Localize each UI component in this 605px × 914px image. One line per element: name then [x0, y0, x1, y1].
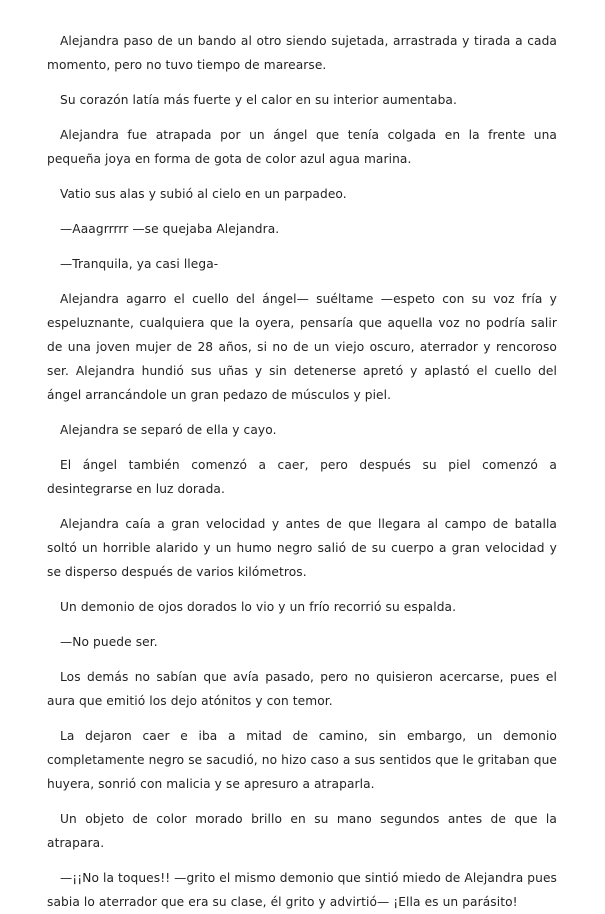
- paragraph: Los demás no sabían que avía pasado, pero no quisieron acercarse, pues el aura que emitió los dejo atónitos y con temor.: [47, 670, 557, 708]
- paragraph: Un demonio de ojos dorados lo vio y un frío recorrió su espalda.: [60, 600, 457, 614]
- paragraph: Alejandra paso de un bando al otro siendo sujetada, arrastrada y tirada a cada momento, pero no tuvo tiempo de marearse.: [47, 34, 557, 72]
- paragraph: Un objeto de color morado brillo en su mano segundos antes de que la atrapara.: [47, 812, 557, 850]
- paragraph: La dejaron caer e iba a mitad de camino, sin embargo, un demonio completamente negro se sacudió, no hizo caso a sus sentidos que le gritaban que huyera, sonrió con malicia y se apresuro a atraparla.: [47, 729, 557, 791]
- paragraph: —Tranquila, ya casi llega-: [60, 257, 219, 271]
- paragraph: —¡¡No la toques!! —grito el mismo demonio que sintió miedo de Alejandra pues sabia lo aterrador que era su clase, él grito y advirtió— ¡Ella es un parásito!: [47, 871, 557, 909]
- paragraph: Vatio sus alas y subió al cielo en un parpadeo.: [60, 187, 347, 201]
- paragraph: —No puede ser.: [60, 635, 158, 649]
- paragraph: Su corazón latía más fuerte y el calor en su interior aumentaba.: [60, 93, 457, 107]
- paragraph: Alejandra fue atrapada por un ángel que tenía colgada en la frente una pequeña joya en forma de gota de color azul agua marina.: [47, 128, 557, 166]
- paragraph: El ángel también comenzó a caer, pero después su piel comenzó a desintegrarse en luz dorada.: [47, 458, 557, 496]
- document-body: [47, 29, 557, 914]
- paragraph: —Aaagrrrrr —se quejaba Alejandra.: [60, 222, 280, 236]
- paragraph: Alejandra caía a gran velocidad y antes de que llegara al campo de batalla soltó un horrible alarido y un humo negro salió de su cuerpo a gran velocidad y se disperso después de varios kilómetros.: [47, 517, 557, 579]
- paragraph: Alejandra agarro el cuello del ángel— suéltame —espeto con su voz fría y espeluznante, cualquiera que la oyera, pensaría que aquella voz no podría salir de una joven mujer de 28 años, si no de un viejo oscuro, aterrador y rencoroso ser. Alejandra hundió sus uñas y sin detenerse apretó y aplastó el cuello del ángel arrancándole un gran pedazo de músculos y piel.: [47, 292, 557, 402]
- paragraph: Alejandra se separó de ella y cayo.: [60, 423, 277, 437]
